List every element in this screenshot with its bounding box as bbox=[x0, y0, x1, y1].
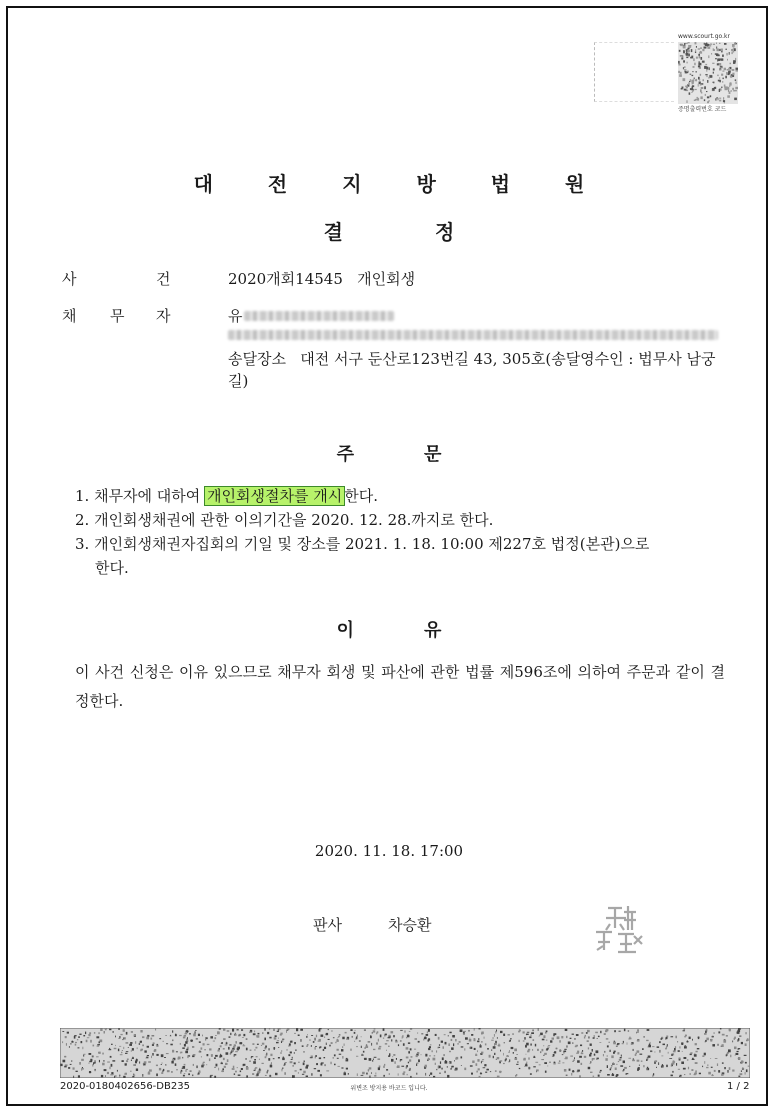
document-number: 2020-0180402656-DB235 bbox=[60, 1081, 190, 1092]
case-number: 2020개회14545 개인회생 bbox=[228, 270, 416, 288]
court-seal-stamp bbox=[588, 898, 650, 960]
debtor-label-2: 무 bbox=[110, 307, 125, 325]
judge-title: 판사 bbox=[313, 916, 342, 934]
document-title-char-2: 정 bbox=[435, 220, 455, 244]
order-item-3-line-2: 한다. bbox=[95, 559, 129, 577]
order-item-1-text: 1. 채무자에 대하여 bbox=[75, 487, 206, 505]
order-item-3 bbox=[75, 532, 725, 580]
case-label-1: 사 bbox=[62, 270, 77, 288]
verification-url: www.scourt.go.kr bbox=[678, 33, 730, 40]
verification-box bbox=[594, 42, 674, 102]
decision-date: 2020. 11. 18. 17:00 bbox=[314, 842, 464, 860]
page-number: 1 / 2 bbox=[727, 1081, 750, 1092]
redacted-debtor-address bbox=[228, 330, 718, 340]
order-heading-char-1: 주 bbox=[336, 444, 354, 465]
judge-name: 차승환 bbox=[388, 916, 432, 934]
highlighted-text: 개인회생절차를 개시 bbox=[207, 487, 343, 505]
order-list bbox=[75, 484, 725, 580]
reason-text: 이 사건 신청은 이유 있으므로 채무자 회생 및 파산에 관한 법률 제596조에 의하여 주문과 같이 결정한다. bbox=[75, 663, 725, 710]
reason-heading bbox=[0, 616, 778, 642]
document-title-char-1: 결 bbox=[323, 220, 343, 244]
verification-caption: 증명출력번호 코드 bbox=[678, 106, 727, 113]
debtor-label-1: 채 bbox=[62, 307, 77, 325]
order-heading-char-2: 문 bbox=[424, 444, 442, 465]
order-item-1 bbox=[75, 484, 725, 508]
court-name: 대 전 지 방 법 원 bbox=[193, 172, 609, 196]
reason-heading-char-1: 이 bbox=[336, 620, 354, 641]
delivery-address: 송달장소 대전 서구 둔산로123번길 43, 305호(송달영수인 : 법무사 남궁 길) bbox=[228, 350, 721, 390]
case-label-2: 건 bbox=[156, 270, 171, 288]
redacted-debtor-id bbox=[244, 311, 394, 321]
debtor-label-3: 자 bbox=[156, 307, 171, 325]
barcode-notice: 위변조 방지용 바코드 입니다. bbox=[350, 1085, 428, 1092]
order-heading bbox=[0, 440, 778, 466]
anti-forgery-barcode bbox=[60, 1028, 750, 1078]
reason-heading-char-2: 유 bbox=[424, 620, 442, 641]
order-item-3-line-1: 3. 개인회생채권자집회의 기일 및 장소를 2021. 1. 18. 10:00 제227호 법정(본관)으로 bbox=[75, 535, 650, 553]
order-item-1-end: 한다. bbox=[344, 487, 378, 505]
debtor-name-prefix: 유 bbox=[228, 307, 243, 325]
document-title bbox=[0, 216, 778, 245]
verification-qr-code bbox=[678, 42, 738, 104]
order-item-2: 2. 개인회생채권에 관한 이의기간을 2020. 12. 28.까지로 한다. bbox=[75, 511, 494, 529]
